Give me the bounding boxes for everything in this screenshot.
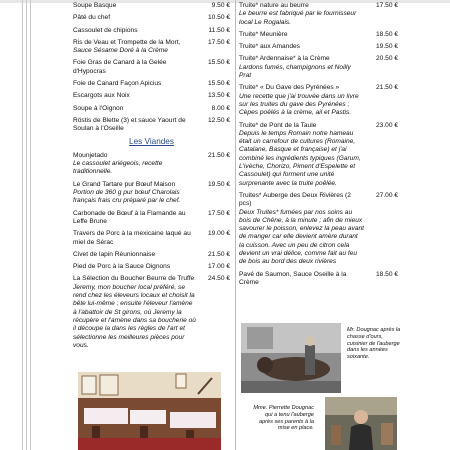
- item-name: Truite* aux Amandes: [239, 43, 300, 51]
- bear-hunt-photo: [241, 323, 341, 393]
- item-name: Cassoulet de chipions: [73, 26, 138, 34]
- item-name: Röstis de Blette (3) et sauce Yaourt de Soulan à l'Oseille: [73, 116, 186, 133]
- bear-hunt-photo-image: [241, 323, 341, 393]
- item-price: 18.50 €: [376, 30, 398, 38]
- margin-line: [30, 0, 31, 450]
- menu-item: [73, 230, 230, 247]
- item-price: 8.00 €: [211, 104, 230, 112]
- item-name: Ris de Veau et Trompette de la Mort,: [73, 38, 181, 46]
- caption-dougnac: Mr. Dougnac après la chasse d'ours, cuisinier de l'auberge dans les années soixante.: [347, 327, 401, 361]
- item-description: Deux Truites* fumées par nos soins au bois de Chêne, à la minute ; afin de mieux savourer le poisson, enlevez la peau avant de manger car elle devient amère durant la cuisson. Avec un peu de citron cela devient un vrai délice, comme fait au feu de bois au bord des deux rivières: [239, 208, 364, 266]
- item-name: La Sélection du Boucher Beurre de Truffe: [73, 275, 195, 283]
- item-description: Une recette que j'ai trouvée dans un livre sur les truites du gave des Pyrénées ; Cèpes poêlés à la crème, ail et Pastis.: [239, 92, 359, 117]
- item-description: Lardons fumés, champignons et Noilly Prat: [239, 63, 351, 80]
- item-name: Pied de Porc à la Sauce Oignons: [73, 263, 171, 271]
- menu-item: [73, 251, 230, 259]
- menu-item: [73, 59, 230, 76]
- item-description: Depuis le temps Romain notre hameau était un carrefour de cultures (Romaine, Catalane, Basque et française) et j'ai combiné les ingrédients typiques (Garum, L'ivèche, Chorizo, Piment d'Espelette et Cassoulet) qui forment une unité surprenante avec la truite poêlée.: [239, 129, 361, 187]
- item-price: 19.50 €: [208, 180, 230, 188]
- item-description: Le cassoulet ariégeois, recette traditionnelle.: [73, 160, 163, 176]
- margin-line: [22, 0, 23, 450]
- dining-room-photo: [78, 372, 221, 450]
- item-price: 23.00 €: [376, 121, 398, 129]
- item-price: 10.50 €: [208, 14, 230, 22]
- dining-room-photo-image: [78, 372, 221, 450]
- menu-item: [73, 105, 230, 113]
- menu-item: [239, 84, 398, 117]
- menu-item: [73, 27, 230, 35]
- menu-item: [73, 39, 230, 56]
- item-price: 12.50 €: [208, 116, 230, 124]
- item-price: 21.50 €: [376, 84, 398, 92]
- item-price: 18.50 €: [376, 270, 398, 278]
- caption-pierrette: Mme. Pierrette Dougnac qui a tenu l'auberge après ses parents à la mise en place.: [253, 405, 314, 432]
- item-price: 17.50 €: [376, 2, 398, 9]
- item-price: 20.50 €: [376, 55, 398, 63]
- menu-item: [73, 14, 230, 22]
- item-description: Le beurre est fabriqué par le fournisseur local Le Rogalais.: [239, 10, 357, 26]
- item-name: Soupe à l'Oignon: [73, 104, 124, 112]
- menu-item: [239, 43, 398, 51]
- item-name: Pâté du chef: [73, 14, 111, 22]
- item-description: Sauce Sésame Doré à la Crème: [73, 47, 168, 55]
- item-price: 17.50 €: [208, 209, 230, 217]
- menu-item: [73, 152, 230, 177]
- item-price: 9.50 €: [211, 2, 230, 9]
- item-price: 17.00 €: [208, 263, 230, 271]
- item-price: 13.50 €: [208, 92, 230, 100]
- item-price: 19.00 €: [208, 230, 230, 238]
- item-name: Travers de Porc à la mexicaine laqué au miel de Sérac: [73, 230, 191, 246]
- item-price: 15.50 €: [208, 59, 230, 67]
- item-name: Le Grand Tartare pur Bœuf Maison: [73, 180, 176, 188]
- right-menu-column: [239, 2, 398, 291]
- item-description: Portion de 360 g pur bœuf Charolais français frais cru préparé par le chef.: [73, 189, 181, 205]
- menu-item: [73, 80, 230, 88]
- menu-item: [73, 181, 230, 206]
- item-price: 21.50 €: [208, 151, 230, 159]
- menu-item: [239, 271, 398, 288]
- column-divider: [235, 0, 236, 450]
- item-price: 24.50 €: [208, 275, 230, 283]
- menu-item: [73, 210, 230, 227]
- menu-item: [239, 55, 398, 80]
- starters-list: [73, 2, 230, 134]
- meat-list: [73, 152, 230, 350]
- item-name: Pavé de Saumon, Sauce Oseille à la Crème: [239, 270, 347, 286]
- menu-item: [73, 263, 230, 271]
- pierrette-photo-image: [325, 397, 397, 450]
- item-price: 19.50 €: [376, 43, 398, 51]
- item-name: Truites* Auberge des Deux Rivières (2 pcs): [239, 191, 351, 208]
- menu-item: [73, 92, 230, 100]
- item-name: Truite* « Du Gave des Pyrénées »: [239, 84, 340, 92]
- menu-item: [73, 117, 230, 134]
- pierrette-photo: [325, 397, 397, 450]
- menu-item: [239, 2, 398, 27]
- item-name: Truite* de Pont de la Taule: [239, 121, 317, 129]
- menu-item: [239, 31, 398, 39]
- item-name: Truite* nature au beurre: [239, 2, 309, 9]
- section-title-viandes: Les Viandes: [129, 136, 174, 146]
- item-name: Foie Gras de Canard à la Gelée d'Hypocras: [73, 59, 167, 75]
- item-name: Mounjetado: [73, 151, 108, 159]
- menu-item: [239, 122, 398, 188]
- item-name: Civet de lapin Réunionnaise: [73, 250, 156, 258]
- item-name: Carbonade de Bœuf à la Flamande au Leffe Brune: [73, 209, 186, 225]
- menu-item: [239, 192, 398, 267]
- left-menu-column: [73, 2, 230, 354]
- item-name: Soupe Basque: [73, 2, 117, 9]
- margin-line: [26, 0, 27, 450]
- item-name: Escargots aux Noix: [73, 92, 130, 100]
- item-price: 17.50 €: [208, 38, 230, 46]
- item-price: 21.50 €: [208, 250, 230, 258]
- item-name: Foie de Canard Façon Apicius: [73, 80, 162, 88]
- item-price: 27.00 €: [376, 191, 398, 199]
- item-description: Jeremy, mon boucher local préféré, se rend chez les éleveurs locaux et choisit la bête lui-même ; ensuite l'éleveur l'amène à l'abattoir de St girons, où Jeremy la récupère et l'amène dans sa boucherie où il découpe la dans les règles de l'art et sélectionne les meilleures pièces pour vous.: [73, 283, 196, 349]
- menu-item: [73, 275, 230, 350]
- menu-item: [73, 2, 230, 10]
- item-price: 11.50 €: [208, 26, 230, 34]
- item-price: 15.50 €: [208, 80, 230, 88]
- item-name: Truite* Meunière: [239, 30, 288, 38]
- item-name: Truite* Ardennaise* à la Crème: [239, 55, 330, 63]
